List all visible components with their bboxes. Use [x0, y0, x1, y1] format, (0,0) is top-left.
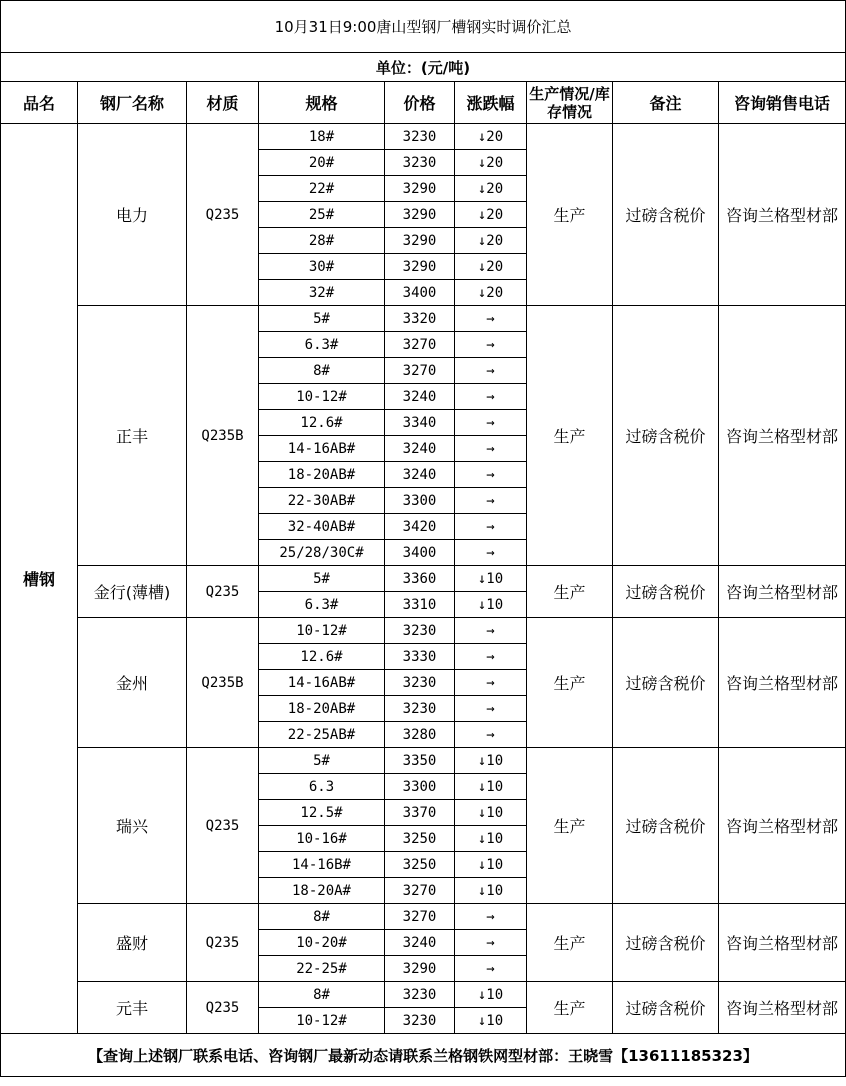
spec-cell: 8# [259, 982, 385, 1008]
sales-contact: 咨询兰格型材部 [719, 566, 846, 618]
price-cell: 3240 [385, 930, 455, 956]
header-product: 品名 [1, 82, 78, 124]
change-cell: ↓10 [455, 982, 527, 1008]
change-cell: ↓20 [455, 176, 527, 202]
production-status: 生产 [527, 748, 613, 904]
change-cell: → [455, 384, 527, 410]
unit-label: 单位：(元/吨) [1, 53, 846, 82]
spec-cell: 32-40AB# [259, 514, 385, 540]
spec-cell: 12.6# [259, 410, 385, 436]
material: Q235B [187, 618, 259, 748]
spec-cell: 12.6# [259, 644, 385, 670]
price-cell: 3370 [385, 800, 455, 826]
change-cell: ↓20 [455, 228, 527, 254]
price-cell: 3270 [385, 358, 455, 384]
price-cell: 3230 [385, 696, 455, 722]
change-cell: → [455, 722, 527, 748]
price-note: 过磅含税价 [613, 124, 719, 306]
price-cell: 3230 [385, 982, 455, 1008]
price-cell: 3290 [385, 202, 455, 228]
spec-cell: 25# [259, 202, 385, 228]
price-cell: 3290 [385, 228, 455, 254]
change-cell: → [455, 410, 527, 436]
spec-cell: 18# [259, 124, 385, 150]
change-cell: → [455, 514, 527, 540]
header-contact: 咨询销售电话 [719, 82, 846, 124]
price-note: 过磅含税价 [613, 904, 719, 982]
price-cell: 3330 [385, 644, 455, 670]
price-cell: 3250 [385, 852, 455, 878]
change-cell: → [455, 332, 527, 358]
spec-cell: 5# [259, 306, 385, 332]
material: Q235 [187, 124, 259, 306]
sales-contact: 咨询兰格型材部 [719, 748, 846, 904]
table-row [1, 566, 846, 592]
table-row [1, 748, 846, 774]
change-cell: → [455, 306, 527, 332]
change-cell: ↓10 [455, 748, 527, 774]
spec-cell: 10-12# [259, 384, 385, 410]
sales-contact: 咨询兰格型材部 [719, 306, 846, 566]
spec-cell: 12.5# [259, 800, 385, 826]
header-price: 价格 [385, 82, 455, 124]
spec-cell: 22-25# [259, 956, 385, 982]
spec-cell: 28# [259, 228, 385, 254]
material: Q235 [187, 982, 259, 1034]
spec-cell: 8# [259, 358, 385, 384]
change-cell: → [455, 904, 527, 930]
sales-contact: 咨询兰格型材部 [719, 618, 846, 748]
change-cell: ↓10 [455, 800, 527, 826]
mill-name: 金行(薄槽) [78, 566, 187, 618]
header-status: 生产情况/库存情况 [527, 82, 613, 124]
price-cell: 3320 [385, 306, 455, 332]
price-cell: 3230 [385, 150, 455, 176]
table-row [1, 982, 846, 1008]
change-cell: → [455, 540, 527, 566]
production-status: 生产 [527, 982, 613, 1034]
price-note: 过磅含税价 [613, 306, 719, 566]
spec-cell: 25/28/30C# [259, 540, 385, 566]
spec-cell: 22-25AB# [259, 722, 385, 748]
change-cell: ↓10 [455, 1008, 527, 1034]
spec-cell: 10-16# [259, 826, 385, 852]
change-cell: ↓10 [455, 878, 527, 904]
change-cell: → [455, 358, 527, 384]
price-cell: 3290 [385, 176, 455, 202]
table-row [1, 904, 846, 930]
price-cell: 3310 [385, 592, 455, 618]
material: Q235 [187, 904, 259, 982]
price-cell: 3230 [385, 670, 455, 696]
price-cell: 3350 [385, 748, 455, 774]
spec-cell: 22# [259, 176, 385, 202]
footer-contact-note: 【查询上述钢厂联系电话、咨询钢厂最新动态请联系兰格钢铁网型材部：王晓雪【13611185323】 [1, 1034, 846, 1077]
spec-cell: 30# [259, 254, 385, 280]
change-cell: ↓10 [455, 774, 527, 800]
material: Q235B [187, 306, 259, 566]
spec-cell: 10-20# [259, 930, 385, 956]
price-cell: 3280 [385, 722, 455, 748]
material: Q235 [187, 566, 259, 618]
table-row [1, 618, 846, 644]
change-cell: ↓10 [455, 826, 527, 852]
change-cell: ↓10 [455, 566, 527, 592]
sales-contact: 咨询兰格型材部 [719, 982, 846, 1034]
price-cell: 3230 [385, 618, 455, 644]
table-row [1, 124, 846, 150]
price-cell: 3240 [385, 384, 455, 410]
change-cell: ↓20 [455, 150, 527, 176]
change-cell: ↓20 [455, 202, 527, 228]
spec-cell: 8# [259, 904, 385, 930]
spec-cell: 5# [259, 748, 385, 774]
table-row [1, 306, 846, 332]
spec-cell: 14-16AB# [259, 436, 385, 462]
header-spec: 规格 [259, 82, 385, 124]
price-cell: 3340 [385, 410, 455, 436]
spec-cell: 6.3 [259, 774, 385, 800]
change-cell: → [455, 462, 527, 488]
price-cell: 3270 [385, 904, 455, 930]
price-cell: 3240 [385, 462, 455, 488]
price-cell: 3420 [385, 514, 455, 540]
mill-name: 电力 [78, 124, 187, 306]
sales-contact: 咨询兰格型材部 [719, 904, 846, 982]
production-status: 生产 [527, 124, 613, 306]
price-cell: 3270 [385, 878, 455, 904]
spec-cell: 32# [259, 280, 385, 306]
price-note: 过磅含税价 [613, 566, 719, 618]
spec-cell: 10-12# [259, 1008, 385, 1034]
sales-contact: 咨询兰格型材部 [719, 124, 846, 306]
change-cell: ↓20 [455, 280, 527, 306]
price-note: 过磅含税价 [613, 618, 719, 748]
mill-name: 正丰 [78, 306, 187, 566]
production-status: 生产 [527, 904, 613, 982]
change-cell: → [455, 436, 527, 462]
production-status: 生产 [527, 618, 613, 748]
spec-cell: 14-16B# [259, 852, 385, 878]
spec-cell: 18-20AB# [259, 696, 385, 722]
spec-cell: 6.3# [259, 592, 385, 618]
change-cell: ↓20 [455, 254, 527, 280]
change-cell: → [455, 956, 527, 982]
mill-name: 瑞兴 [78, 748, 187, 904]
header-mill: 钢厂名称 [78, 82, 187, 124]
change-cell: → [455, 696, 527, 722]
price-cell: 3230 [385, 124, 455, 150]
change-cell: → [455, 618, 527, 644]
spec-cell: 18-20AB# [259, 462, 385, 488]
price-cell: 3400 [385, 280, 455, 306]
price-cell: 3360 [385, 566, 455, 592]
change-cell: → [455, 670, 527, 696]
mill-name: 元丰 [78, 982, 187, 1034]
header-change: 涨跌幅 [455, 82, 527, 124]
spec-cell: 5# [259, 566, 385, 592]
production-status: 生产 [527, 306, 613, 566]
spec-cell: 20# [259, 150, 385, 176]
price-cell: 3290 [385, 254, 455, 280]
spec-cell: 6.3# [259, 332, 385, 358]
mill-name: 盛财 [78, 904, 187, 982]
price-cell: 3290 [385, 956, 455, 982]
spec-cell: 14-16AB# [259, 670, 385, 696]
change-cell: → [455, 930, 527, 956]
change-cell: ↓10 [455, 852, 527, 878]
spec-cell: 18-20A# [259, 878, 385, 904]
change-cell: ↓10 [455, 592, 527, 618]
price-cell: 3240 [385, 436, 455, 462]
change-cell: → [455, 488, 527, 514]
product-category: 槽钢 [1, 124, 78, 1034]
price-cell: 3400 [385, 540, 455, 566]
price-cell: 3270 [385, 332, 455, 358]
price-cell: 3230 [385, 1008, 455, 1034]
mill-name: 金州 [78, 618, 187, 748]
header-note: 备注 [613, 82, 719, 124]
price-note: 过磅含税价 [613, 982, 719, 1034]
header-material: 材质 [187, 82, 259, 124]
change-cell: ↓20 [455, 124, 527, 150]
table-title: 10月31日9:00唐山型钢厂槽钢实时调价汇总 [1, 1, 846, 53]
material: Q235 [187, 748, 259, 904]
price-note: 过磅含税价 [613, 748, 719, 904]
price-cell: 3250 [385, 826, 455, 852]
spec-cell: 22-30AB# [259, 488, 385, 514]
change-cell: → [455, 644, 527, 670]
production-status: 生产 [527, 566, 613, 618]
spec-cell: 10-12# [259, 618, 385, 644]
price-cell: 3300 [385, 774, 455, 800]
price-cell: 3300 [385, 488, 455, 514]
